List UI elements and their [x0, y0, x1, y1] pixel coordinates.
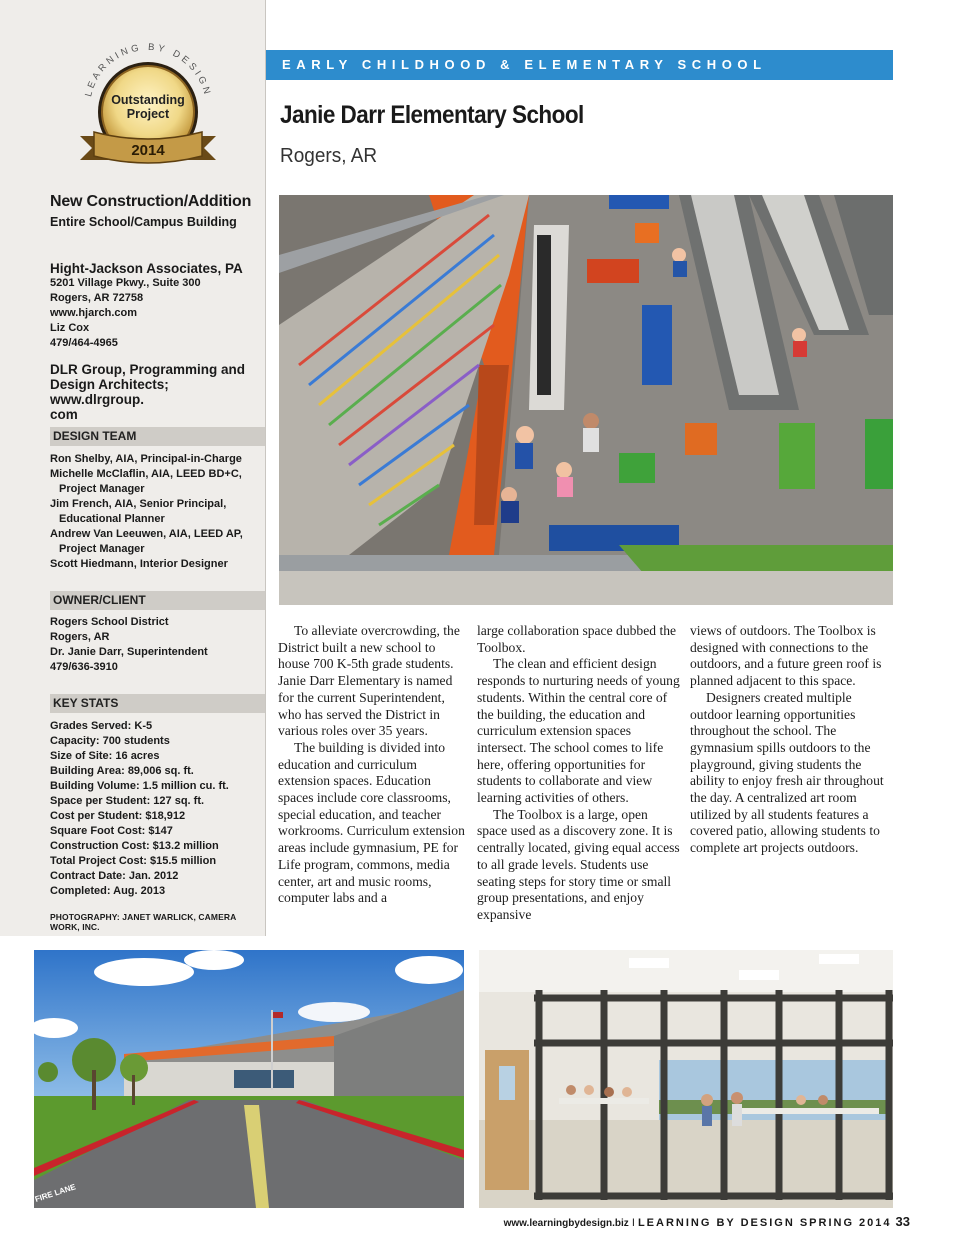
photo-credit: PHOTOGRAPHY: JANET WARLICK, CAMERA WORK, INC. [50, 912, 236, 932]
owner-line: Dr. Janie Darr, Superintendent [50, 646, 208, 658]
key-stat-line: Total Project Cost: $15.5 million [50, 855, 217, 867]
key-stat-line: Space per Student: 127 sq. ft. [50, 795, 205, 807]
badge-arc-text: LEARNING BY DESIGN [83, 41, 213, 99]
key-stat-line: Size of Site: 16 acres [50, 750, 160, 762]
firm-contact [50, 276, 262, 351]
badge-line2: Project [126, 107, 170, 121]
design-team-heading: DESIGN TEAM [50, 427, 265, 446]
key-stat-line: Building Area: 89,006 sq. ft. [50, 765, 194, 777]
article-column-2 [477, 623, 681, 924]
key-stat-line: Cost per Student: $18,912 [50, 810, 186, 822]
location-subtitle: Rogers, AR [280, 145, 378, 167]
firm-contact-line: Liz Cox [50, 322, 90, 334]
key-stat-line: Building Volume: 1.5 million cu. ft. [50, 780, 229, 792]
design-team-line: Ron Shelby, AIA, Principal-in-Charge [50, 453, 242, 465]
key-stat-line: Grades Served: K-5 [50, 720, 153, 732]
design-team-line: Jim French, AIA, Senior Principal, [50, 498, 227, 510]
design-team-line: Project Manager [59, 483, 145, 495]
subcategory-label: Entire School/Campus Building [50, 215, 237, 229]
badge-year: 2014 [131, 142, 165, 159]
firm-contact-line: www.hjarch.com [50, 307, 138, 319]
design-team-line: Andrew Van Leeuwen, AIA, LEED AP, [50, 528, 243, 540]
sidebar [0, 0, 266, 936]
firm2-line: Design Architects; www.dlrgroup. [50, 377, 169, 407]
footer-publication: LEARNING BY DESIGN SPRING 2014 [637, 1217, 892, 1229]
owner-line: 479/636-3910 [50, 661, 118, 673]
page-number: 33 [895, 1214, 910, 1229]
owner-line: Rogers School District [50, 616, 169, 628]
article-paragraph: The building is divided into education and curriculum extension spaces. Education spaces include core classrooms, special education, and teacher workrooms. Curriculum extension areas include gymnasium, PE for Life program, commons, media center, art and music rooms, computer labs and a [278, 739, 465, 906]
firm-contact-line: Rogers, AR 72758 [50, 292, 144, 304]
footer-separator: I [628, 1217, 638, 1229]
firm2-line: com [50, 407, 78, 422]
design-team-line: Michelle McClaflin, AIA, LEED BD+C, [50, 468, 242, 480]
firm2-lines [50, 362, 262, 422]
article-column-1 [278, 623, 468, 907]
article-column-3 [690, 623, 890, 857]
design-team-line: Educational Planner [59, 513, 165, 525]
key-stat-line: Capacity: 700 students [50, 735, 170, 747]
key-stat-line: Completed: Aug. 2013 [50, 885, 166, 897]
key-stats-heading: KEY STATS [50, 694, 265, 713]
award-badge [78, 36, 218, 176]
footer-url: www.learningbydesign.biz [503, 1218, 629, 1229]
firm-contact-line: 5201 Village Pkwy., Suite 300 [50, 277, 201, 289]
page-footer [504, 1214, 910, 1229]
category-label: New Construction/Addition [50, 193, 252, 210]
owner-heading: OWNER/CLIENT [50, 591, 265, 610]
firm-name: Hight-Jackson Associates, PA [50, 261, 243, 276]
firm2-info [50, 362, 262, 422]
article-paragraph: The clean and efficient design responds to nurturing needs of young students. Within the central core of the building, the education and curriculum extension spaces intersect. The school comes to life here, offering opportunities for students to collaborate and view learning activities of others. [477, 656, 680, 806]
page-title: Janie Darr Elementary School [280, 101, 584, 129]
school-exterior-photo [34, 950, 464, 1208]
article-paragraph: To alleviate overcrowding, the District built a new school to house 700 K-5th grade students. Janie Darr Elementary is named for the current Superintendent, who has served the District in various roles over 35 years. [278, 623, 460, 739]
firm2-line: DLR Group, Programming and [50, 362, 246, 377]
col2-continuation: large collaboration space dubbed the Toolbox. [477, 623, 677, 655]
badge-line1: Outstanding [111, 93, 185, 107]
design-team-line: Project Manager [59, 543, 145, 555]
key-stats-list [50, 719, 262, 899]
owner-list [50, 615, 262, 675]
design-team-list [50, 452, 262, 572]
key-stat-line: Contract Date: Jan. 2012 [50, 870, 179, 882]
article-paragraph: The Toolbox is a large, open space used as a discovery zone. It is centrally located, giving equal access to all grade levels. Students use seating steps for story time or small group presentations, and enjoy expansive [477, 806, 680, 922]
library-overhead-photo [279, 195, 893, 605]
article-paragraph: Designers created multiple outdoor learning opportunities throughout the school. The gymnasium spills outdoors to the playground, giving students the ability to enjoy fresh air throughout the day. A centralized art room utilized by all students features a covered patio, allowing students to complete art projects outdoors. [690, 689, 884, 856]
firm-info [50, 261, 262, 351]
firm-contact-line: 479/464-4965 [50, 337, 118, 349]
owner-line: Rogers, AR [50, 631, 110, 643]
key-stat-line: Square Foot Cost: $147 [50, 825, 173, 837]
key-stat-line: Construction Cost: $13.2 million [50, 840, 219, 852]
glass-wall-interior-photo [479, 950, 893, 1208]
fire-lane-curb-text: FIRE LANE [34, 1182, 77, 1204]
project-category [50, 193, 262, 229]
col3-continuation: views of outdoors. The Toolbox is designed with connections to the outdoors, and a future green roof is planned adjacent to this space. [690, 623, 882, 689]
design-team-line: Scott Hiedmann, Interior Designer [50, 558, 228, 570]
section-label: EARLY CHILDHOOD & ELEMENTARY SCHOOL [282, 57, 767, 72]
